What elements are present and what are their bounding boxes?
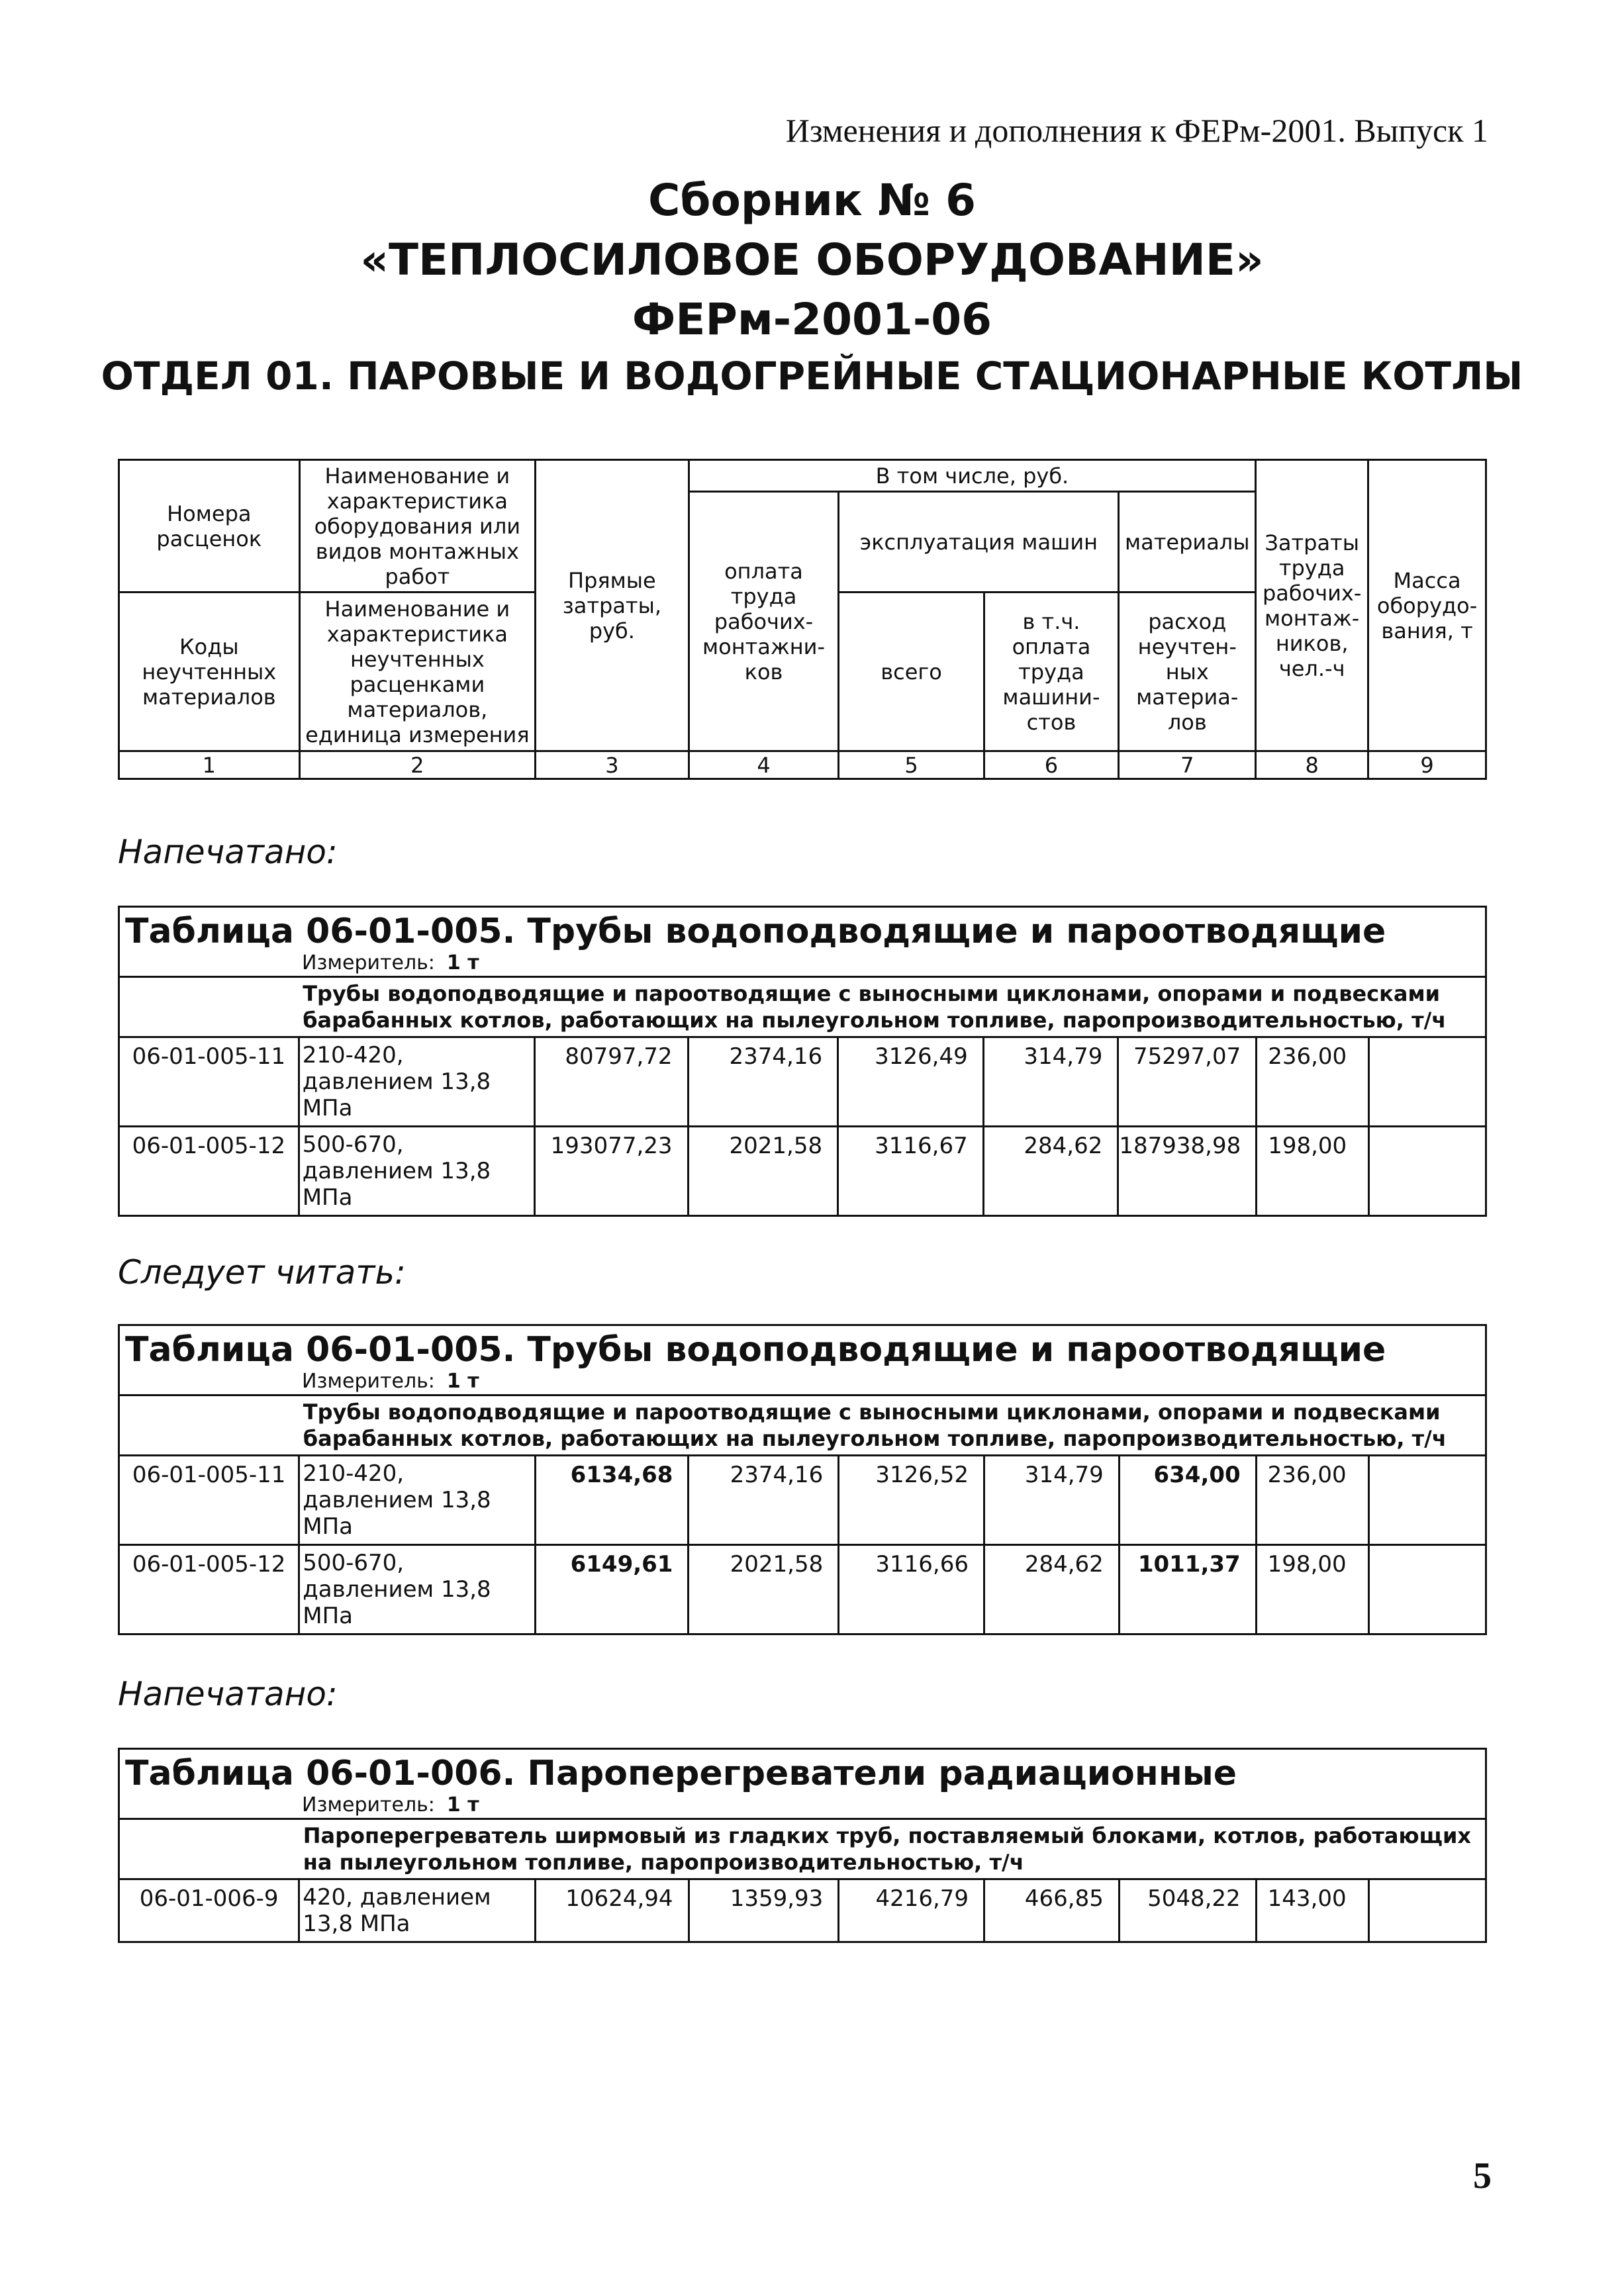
column-number: 2 <box>299 751 536 779</box>
page-header: Изменения и дополнения к ФЕРм-2001. Выпуск 1 <box>785 112 1488 149</box>
wages: 2374,16 <box>688 1037 838 1127</box>
header-material-consumption: расход неучтен-ных материа-лов <box>1119 592 1256 751</box>
header-machines-total: всего <box>839 592 984 751</box>
machines-total: 3126,52 <box>839 1456 984 1545</box>
machinist-wages: 314,79 <box>984 1456 1120 1545</box>
equipment-mass <box>1368 1456 1486 1545</box>
table-row <box>119 1456 1486 1545</box>
table-06-01-005-printed <box>118 906 1487 1217</box>
column-number: 9 <box>1368 751 1486 779</box>
machinist-wages: 284,62 <box>983 1127 1118 1216</box>
labor-hours: 236,00 <box>1257 1037 1369 1127</box>
table-description: Пароперегреватель ширмовый из гладких труб, поставляемый блоками, котлов, работающих на пылеугольном топливе, паропроизводительностью, т/ч <box>299 1819 1486 1879</box>
wages: 2021,58 <box>688 1127 838 1216</box>
direct-costs: 6149,61 <box>535 1545 689 1634</box>
table-title: Таблица 06-01-005. Трубы водоподводящие и пароотводящие <box>119 907 1486 952</box>
direct-costs: 193077,23 <box>534 1127 688 1216</box>
rate-code: 06-01-005-11 <box>119 1456 299 1545</box>
measure-value: 1 т <box>446 951 479 974</box>
rate-name: 420, давлением 13,8 МПа <box>299 1879 535 1942</box>
column-header-table <box>118 459 1487 780</box>
collection-code: ФЕРм-2001-06 <box>632 294 992 345</box>
column-number: 5 <box>839 751 984 779</box>
table-title: Таблица 06-01-006. Пароперегреватели радиационные <box>119 1749 1486 1794</box>
equipment-mass <box>1369 1127 1486 1216</box>
machines-total: 3116,67 <box>838 1127 984 1216</box>
table-row <box>119 1545 1486 1634</box>
header-machinist-wages: в т.ч. оплата труда машини-стов <box>984 592 1119 751</box>
materials: 1011,37 <box>1119 1545 1256 1634</box>
wages: 1359,93 <box>689 1879 839 1942</box>
column-number: 4 <box>689 751 839 779</box>
table-row <box>119 1879 1486 1942</box>
header-equipment-mass: Масса оборудо-вания, т <box>1368 460 1486 751</box>
header-direct-costs: Прямые затраты, руб. <box>536 460 689 751</box>
column-number: 1 <box>119 751 300 779</box>
machines-total: 3116,66 <box>839 1545 984 1634</box>
labor-hours: 143,00 <box>1256 1879 1368 1942</box>
machinist-wages: 314,79 <box>983 1037 1118 1127</box>
direct-costs: 80797,72 <box>534 1037 688 1127</box>
rate-code: 06-01-005-12 <box>119 1127 299 1216</box>
header-labor-hours: Затраты труда рабочих-монтаж-ников, чел.-ч <box>1256 460 1368 751</box>
equipment-mass <box>1368 1545 1486 1634</box>
rate-code: 06-01-005-12 <box>119 1545 299 1634</box>
section-title: ОТДЕЛ 01. ПАРОВЫЕ И ВОДОГРЕЙНЫЕ СТАЦИОНАРНЫЕ КОТЛЫ <box>101 354 1523 399</box>
table-06-01-005-corrected <box>118 1324 1487 1635</box>
machines-total: 3126,49 <box>838 1037 984 1127</box>
measure-unit <box>119 951 1486 977</box>
direct-costs: 10624,94 <box>535 1879 689 1942</box>
header-material-codes: Коды неучтенных материалов <box>119 592 300 751</box>
rate-name: 500-670, давлением 13,8 МПа <box>299 1127 534 1216</box>
table-title: Таблица 06-01-005. Трубы водоподводящие и пароотводящие <box>119 1325 1486 1370</box>
collection-name: «ТЕПЛОСИЛОВОЕ ОБОРУДОВАНИЕ» <box>360 234 1264 285</box>
equipment-mass <box>1368 1879 1486 1942</box>
measure-label: Измеритель: <box>302 1370 435 1393</box>
header-rate-numbers: Номера расценок <box>119 460 300 592</box>
materials: 634,00 <box>1119 1456 1256 1545</box>
labor-hours: 236,00 <box>1256 1456 1368 1545</box>
table-description: Трубы водоподводящие и пароотводящие с выносными циклонами, опорами и подвесками барабанных котлов, работающих на пылеугольном топливе, паропроизводительностью, т/ч <box>299 977 1486 1037</box>
rate-code: 06-01-005-11 <box>119 1037 299 1127</box>
machines-total: 4216,79 <box>839 1879 984 1942</box>
printed-label: Напечатано: <box>118 1675 338 1713</box>
rate-name: 500-670, давлением 13,8 МПа <box>299 1545 535 1634</box>
rate-name: 210-420, давлением 13,8 МПа <box>299 1456 535 1545</box>
table-row <box>119 1037 1486 1127</box>
equipment-mass <box>1369 1037 1486 1127</box>
materials: 75297,07 <box>1118 1037 1257 1127</box>
measure-unit <box>119 1370 1486 1396</box>
column-number: 6 <box>984 751 1119 779</box>
table-06-01-006-printed <box>118 1748 1487 1943</box>
direct-costs: 6134,68 <box>535 1456 689 1545</box>
header-material-names: Наименование и характеристика неучтенных расценками материалов, единица измерения <box>299 592 536 751</box>
measure-value: 1 т <box>446 1793 479 1817</box>
materials: 187938,98 <box>1118 1127 1257 1216</box>
measure-label: Измеритель: <box>302 1793 435 1817</box>
machinist-wages: 466,85 <box>984 1879 1120 1942</box>
labor-hours: 198,00 <box>1257 1127 1369 1216</box>
header-wages: оплата труда рабочих-монтажни-ков <box>689 492 839 751</box>
title-block <box>0 171 1624 402</box>
header-including-group: В том числе, руб. <box>689 460 1256 492</box>
column-number: 3 <box>536 751 689 779</box>
materials: 5048,22 <box>1119 1879 1256 1942</box>
wages: 2374,16 <box>689 1456 839 1545</box>
labor-hours: 198,00 <box>1256 1545 1368 1634</box>
rate-code: 06-01-006-9 <box>119 1879 299 1942</box>
page-number: 5 <box>1473 2155 1492 2197</box>
wages: 2021,58 <box>689 1545 839 1634</box>
collection-title: Сборник № 6 <box>647 175 977 226</box>
measure-unit <box>119 1793 1486 1819</box>
table-description: Трубы водоподводящие и пароотводящие с выносными циклонами, опорами и подвесками барабанных котлов, работающих на пылеугольном топливе, паропроизводительностью, т/ч <box>299 1396 1486 1456</box>
header-materials: материалы <box>1119 492 1256 592</box>
column-number: 7 <box>1119 751 1256 779</box>
machinist-wages: 284,62 <box>984 1545 1120 1634</box>
measure-value: 1 т <box>446 1370 479 1393</box>
table-row <box>119 1127 1486 1216</box>
rate-name: 210-420, давлением 13,8 МПа <box>299 1037 534 1127</box>
header-work-name: Наименование и характеристика оборудования или видов монтажных работ <box>299 460 536 592</box>
printed-label: Напечатано: <box>118 833 338 871</box>
measure-label: Измеритель: <box>302 951 435 974</box>
column-number: 8 <box>1256 751 1368 779</box>
header-machines: эксплуатация машин <box>839 492 1119 592</box>
should-read-label: Следует читать: <box>118 1253 406 1292</box>
